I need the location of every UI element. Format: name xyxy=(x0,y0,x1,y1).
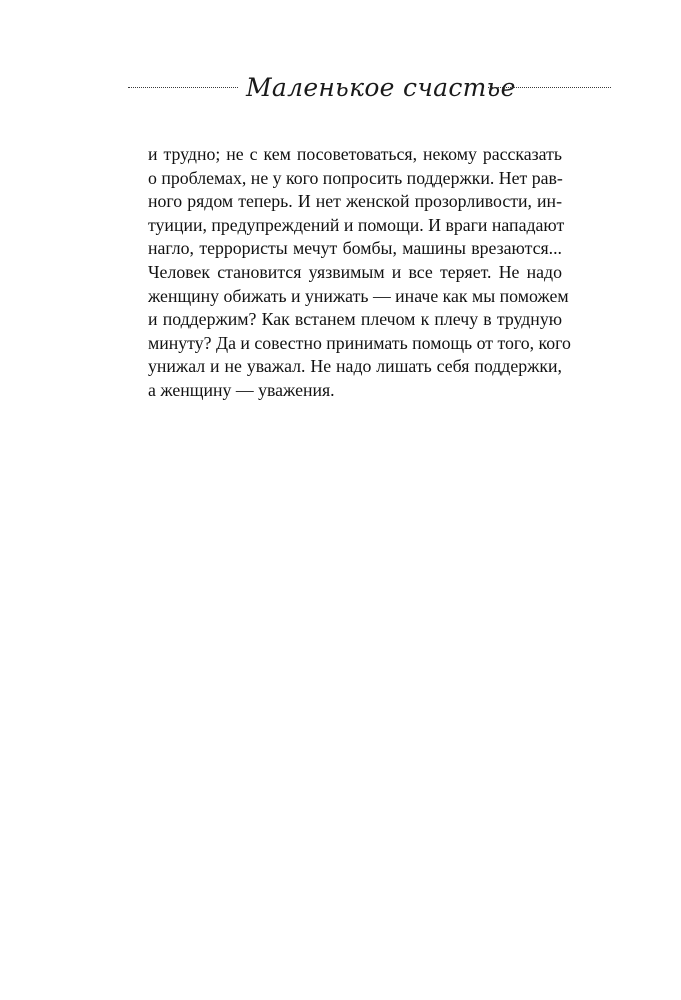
text-line: унижал и не уважал. Не надо лишать себя поддержки, xyxy=(148,356,562,377)
dotted-rule-left xyxy=(128,87,238,88)
text-line-last: а женщину — уважения. xyxy=(148,379,335,400)
running-head-title: Маленькое счастье xyxy=(246,73,516,102)
text-line: о проблемах, не у кого попросить поддержки. Нет рав- xyxy=(148,167,563,188)
text-line: и трудно; не с кем посоветоваться, некому рассказать xyxy=(148,144,562,164)
body-paragraph xyxy=(148,143,571,403)
running-head xyxy=(0,68,681,108)
text-line: и поддержим? Как встанем плечом к плечу в трудную xyxy=(148,309,562,330)
text-line: минуту? Да и совестно принимать помощь от того, кого xyxy=(148,332,571,353)
text-line: туиции, предупреждений и помощи. И враги нападают xyxy=(148,214,565,235)
text-line: женщину обижать и унижать — иначе как мы поможем xyxy=(148,285,569,306)
text-line: ного рядом теперь. И нет женской прозорливости, ин- xyxy=(148,191,562,212)
dotted-rule-right xyxy=(488,87,611,88)
text-line: нагло, террористы мечут бомбы, машины врезаются... xyxy=(148,238,562,259)
text-line: Человек становится уязвимым и все теряет. Не надо xyxy=(148,261,562,282)
